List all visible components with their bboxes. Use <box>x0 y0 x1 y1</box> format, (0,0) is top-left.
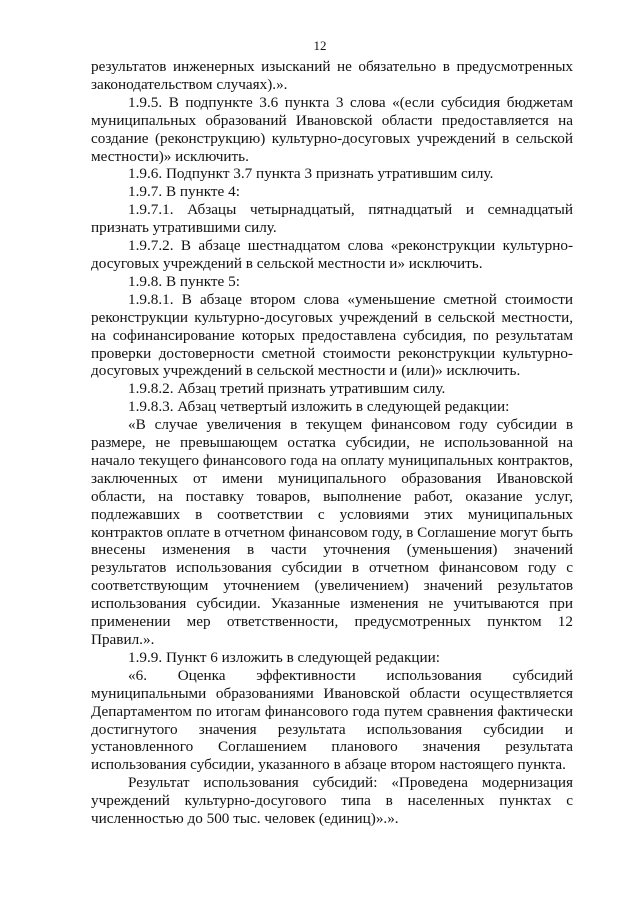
paragraph: 1.9.9. Пункт 6 изложить в следующей редакции: <box>128 648 441 666</box>
paragraph: 1.9.7.1. Абзацы четырнадцатый, пятнадцатый и семнадцатый признать утратившими силу. <box>91 201 573 237</box>
quoted-paragraph: «6. Оценка эффективности использования субсидий муниципальными образованиями Ивановской области осуществляется Департаментом по итогам финансового года путем сравнения фактически достигнутого значения результата использования субсидии и установленного Соглашением планового значения результата использования субсидии, указанного в абзаце втором настоящего пункта. <box>91 666 573 774</box>
paragraph: 1.9.8.1. В абзаце втором слова «уменьшение сметной стоимости реконструкции культурно-досуговых учреждений в сельской местности, на софинансирование которых предоставлена субсидия, по результатам проверки достоверности сметной стоимости реконструкции культурно-досуговых учреждений в сельской местности и (или)» исключить. <box>91 290 573 380</box>
quoted-paragraph: Результат использования субсидий: «Проведена модернизация учреждений культурно-досугового типа в населенных пунктах с численностью до 500 тыс. человек (единиц)».». <box>91 774 573 828</box>
paragraph: 1.9.5. В подпункте 3.6 пункта 3 слова «(если субсидия бюджетам муниципальных образований Ивановской области предоставляется на создание (реконструкцию) культурно-досуговых учреждений в сельской местности)» исключить. <box>91 93 573 165</box>
paragraph: результатов инженерных изысканий не обязательно в предусмотренных законодательством случаях).». <box>91 58 573 93</box>
document-body <box>91 58 573 828</box>
quoted-paragraph: «В случае увеличения в текущем финансовом году субсидии в размере, не превышающем остатка субсидии, не использованной на начало текущего финансового года на оплату муниципальных контрактов, заключенных от имени муниципального образования Ивановской области, на поставку товаров, выполнение работ, оказание услуг, подлежавших в соответствии с условиями этих муниципальных контрактов оплате в отчетном финансовом году, в Соглашение могут быть внесены изменения в части уточнения (уменьшения) значений результатов использования субсидии в отчетном финансовом году с соответствующим уточнением (увеличением) значений результатов использования субсидии. Указанные изменения не учитываются при применении мер ответственности, предусмотренных пунктом 12 Правил.». <box>91 416 573 648</box>
paragraph: 1.9.8.2. Абзац третий признать утратившим силу. <box>128 380 446 398</box>
paragraph: 1.9.7.2. В абзаце шестнадцатом слова «реконструкции культурно-досуговых учреждений в сельской местности и» исключить. <box>91 237 573 272</box>
paragraph: 1.9.8.3. Абзац четвертый изложить в следующей редакции: <box>128 398 510 416</box>
paragraph: 1.9.6. Подпункт 3.7 пункта 3 признать утратившим силу. <box>128 165 494 183</box>
paragraph: 1.9.8. В пункте 5: <box>128 272 240 290</box>
paragraph: 1.9.7. В пункте 4: <box>128 183 240 201</box>
page-number: 12 <box>313 38 327 53</box>
